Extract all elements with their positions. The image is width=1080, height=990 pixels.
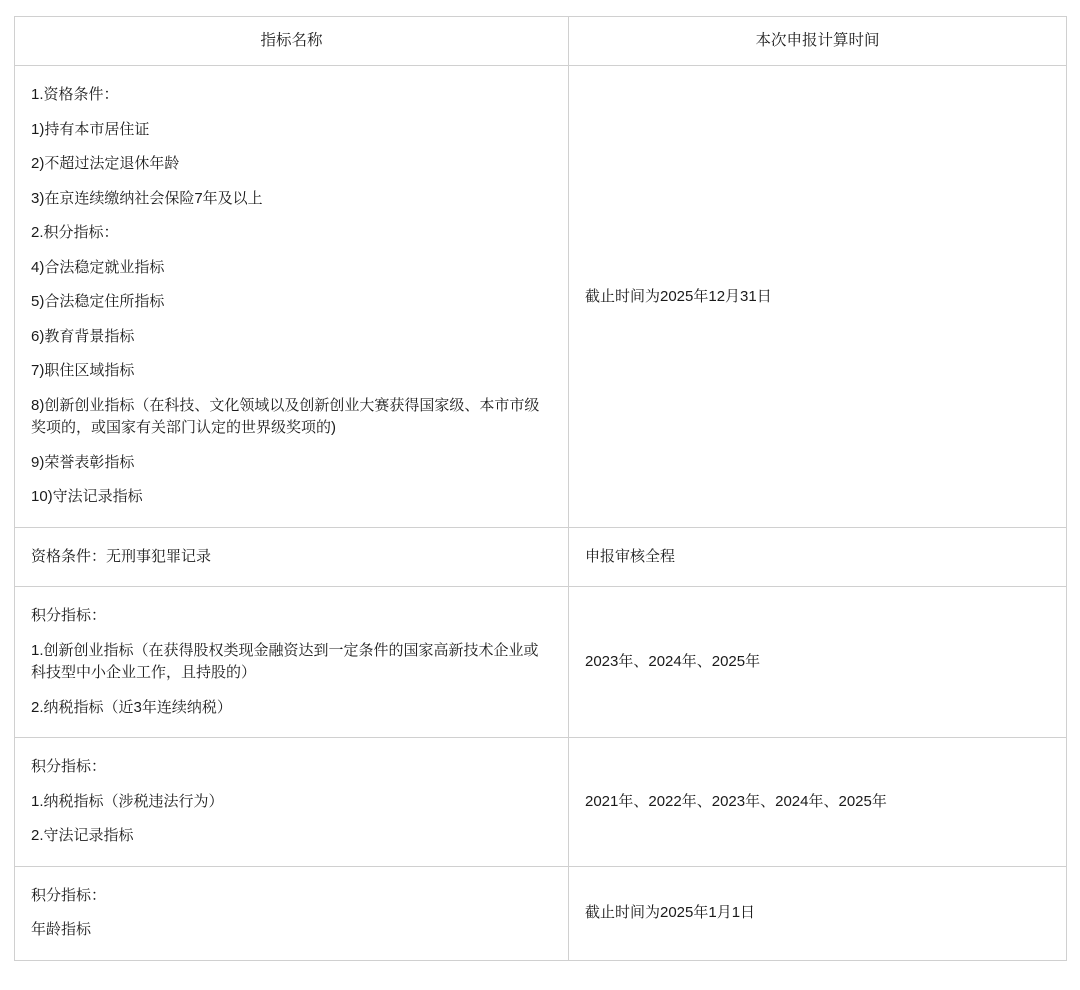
list-item: 2)不超过法定退休年龄	[31, 155, 180, 173]
list-item: 6)教育背景指标	[31, 327, 135, 345]
cell-calculation-time: 申报审核全程	[569, 527, 1067, 587]
list-item: 4)合法稳定就业指标	[31, 258, 165, 276]
cell-indicator-list	[15, 587, 569, 738]
list-item: 1)持有本市居住证	[31, 120, 150, 138]
list-item: 积分指标：	[31, 886, 107, 904]
table-header-row	[15, 17, 1067, 66]
cell-calculation-time: 2021年、2022年、2023年、2024年、2025年	[569, 738, 1067, 867]
list-item: 9)荣誉表彰指标	[31, 453, 135, 471]
list-item: 1.资格条件：	[31, 86, 119, 104]
list-item: 积分指标：	[31, 607, 107, 625]
column-header-indicator-name: 指标名称	[15, 17, 569, 66]
list-item: 3)在京连续缴纳社会保险7年及以上	[31, 189, 263, 207]
column-header-calculation-time: 本次申报计算时间	[569, 17, 1067, 66]
table-row	[15, 527, 1067, 587]
list-item: 1.创新创业指标（在获得股权类现金融资达到一定条件的国家高新技术企业或科技型中小企业工作，且持股的）	[31, 641, 539, 682]
list-item: 2.守法记录指标	[31, 827, 134, 845]
table-row	[15, 738, 1067, 867]
cell-indicator-list	[15, 738, 569, 867]
table-body	[15, 66, 1067, 961]
cell-indicator-list	[15, 866, 569, 960]
list-item: 2.纳税指标（近3年连续纳税）	[31, 698, 232, 716]
list-item: 资格条件：无刑事犯罪记录	[31, 547, 212, 565]
cell-calculation-time: 截止时间为2025年1月1日	[569, 866, 1067, 960]
list-item: 1.纳税指标（涉税违法行为）	[31, 792, 224, 810]
list-item: 10)守法记录指标	[31, 488, 143, 506]
list-item: 5)合法稳定住所指标	[31, 293, 165, 311]
indicator-calculation-time-table	[14, 16, 1067, 961]
cell-indicator-list	[15, 527, 569, 587]
list-item: 2.积分指标：	[31, 224, 119, 242]
cell-indicator-list	[15, 66, 569, 528]
table-row	[15, 587, 1067, 738]
table-header	[15, 17, 1067, 66]
list-item: 8)创新创业指标（在科技、文化领域以及创新创业大赛获得国家级、本市市级奖项的，或国家有关部门认定的世界级奖项的)	[31, 396, 540, 437]
list-item: 7)职住区域指标	[31, 362, 135, 380]
cell-calculation-time: 截止时间为2025年12月31日	[569, 66, 1067, 528]
list-item: 年龄指标	[31, 921, 92, 939]
table-row	[15, 866, 1067, 960]
list-item: 积分指标：	[31, 758, 107, 776]
table-row	[15, 66, 1067, 528]
cell-calculation-time: 2023年、2024年、2025年	[569, 587, 1067, 738]
